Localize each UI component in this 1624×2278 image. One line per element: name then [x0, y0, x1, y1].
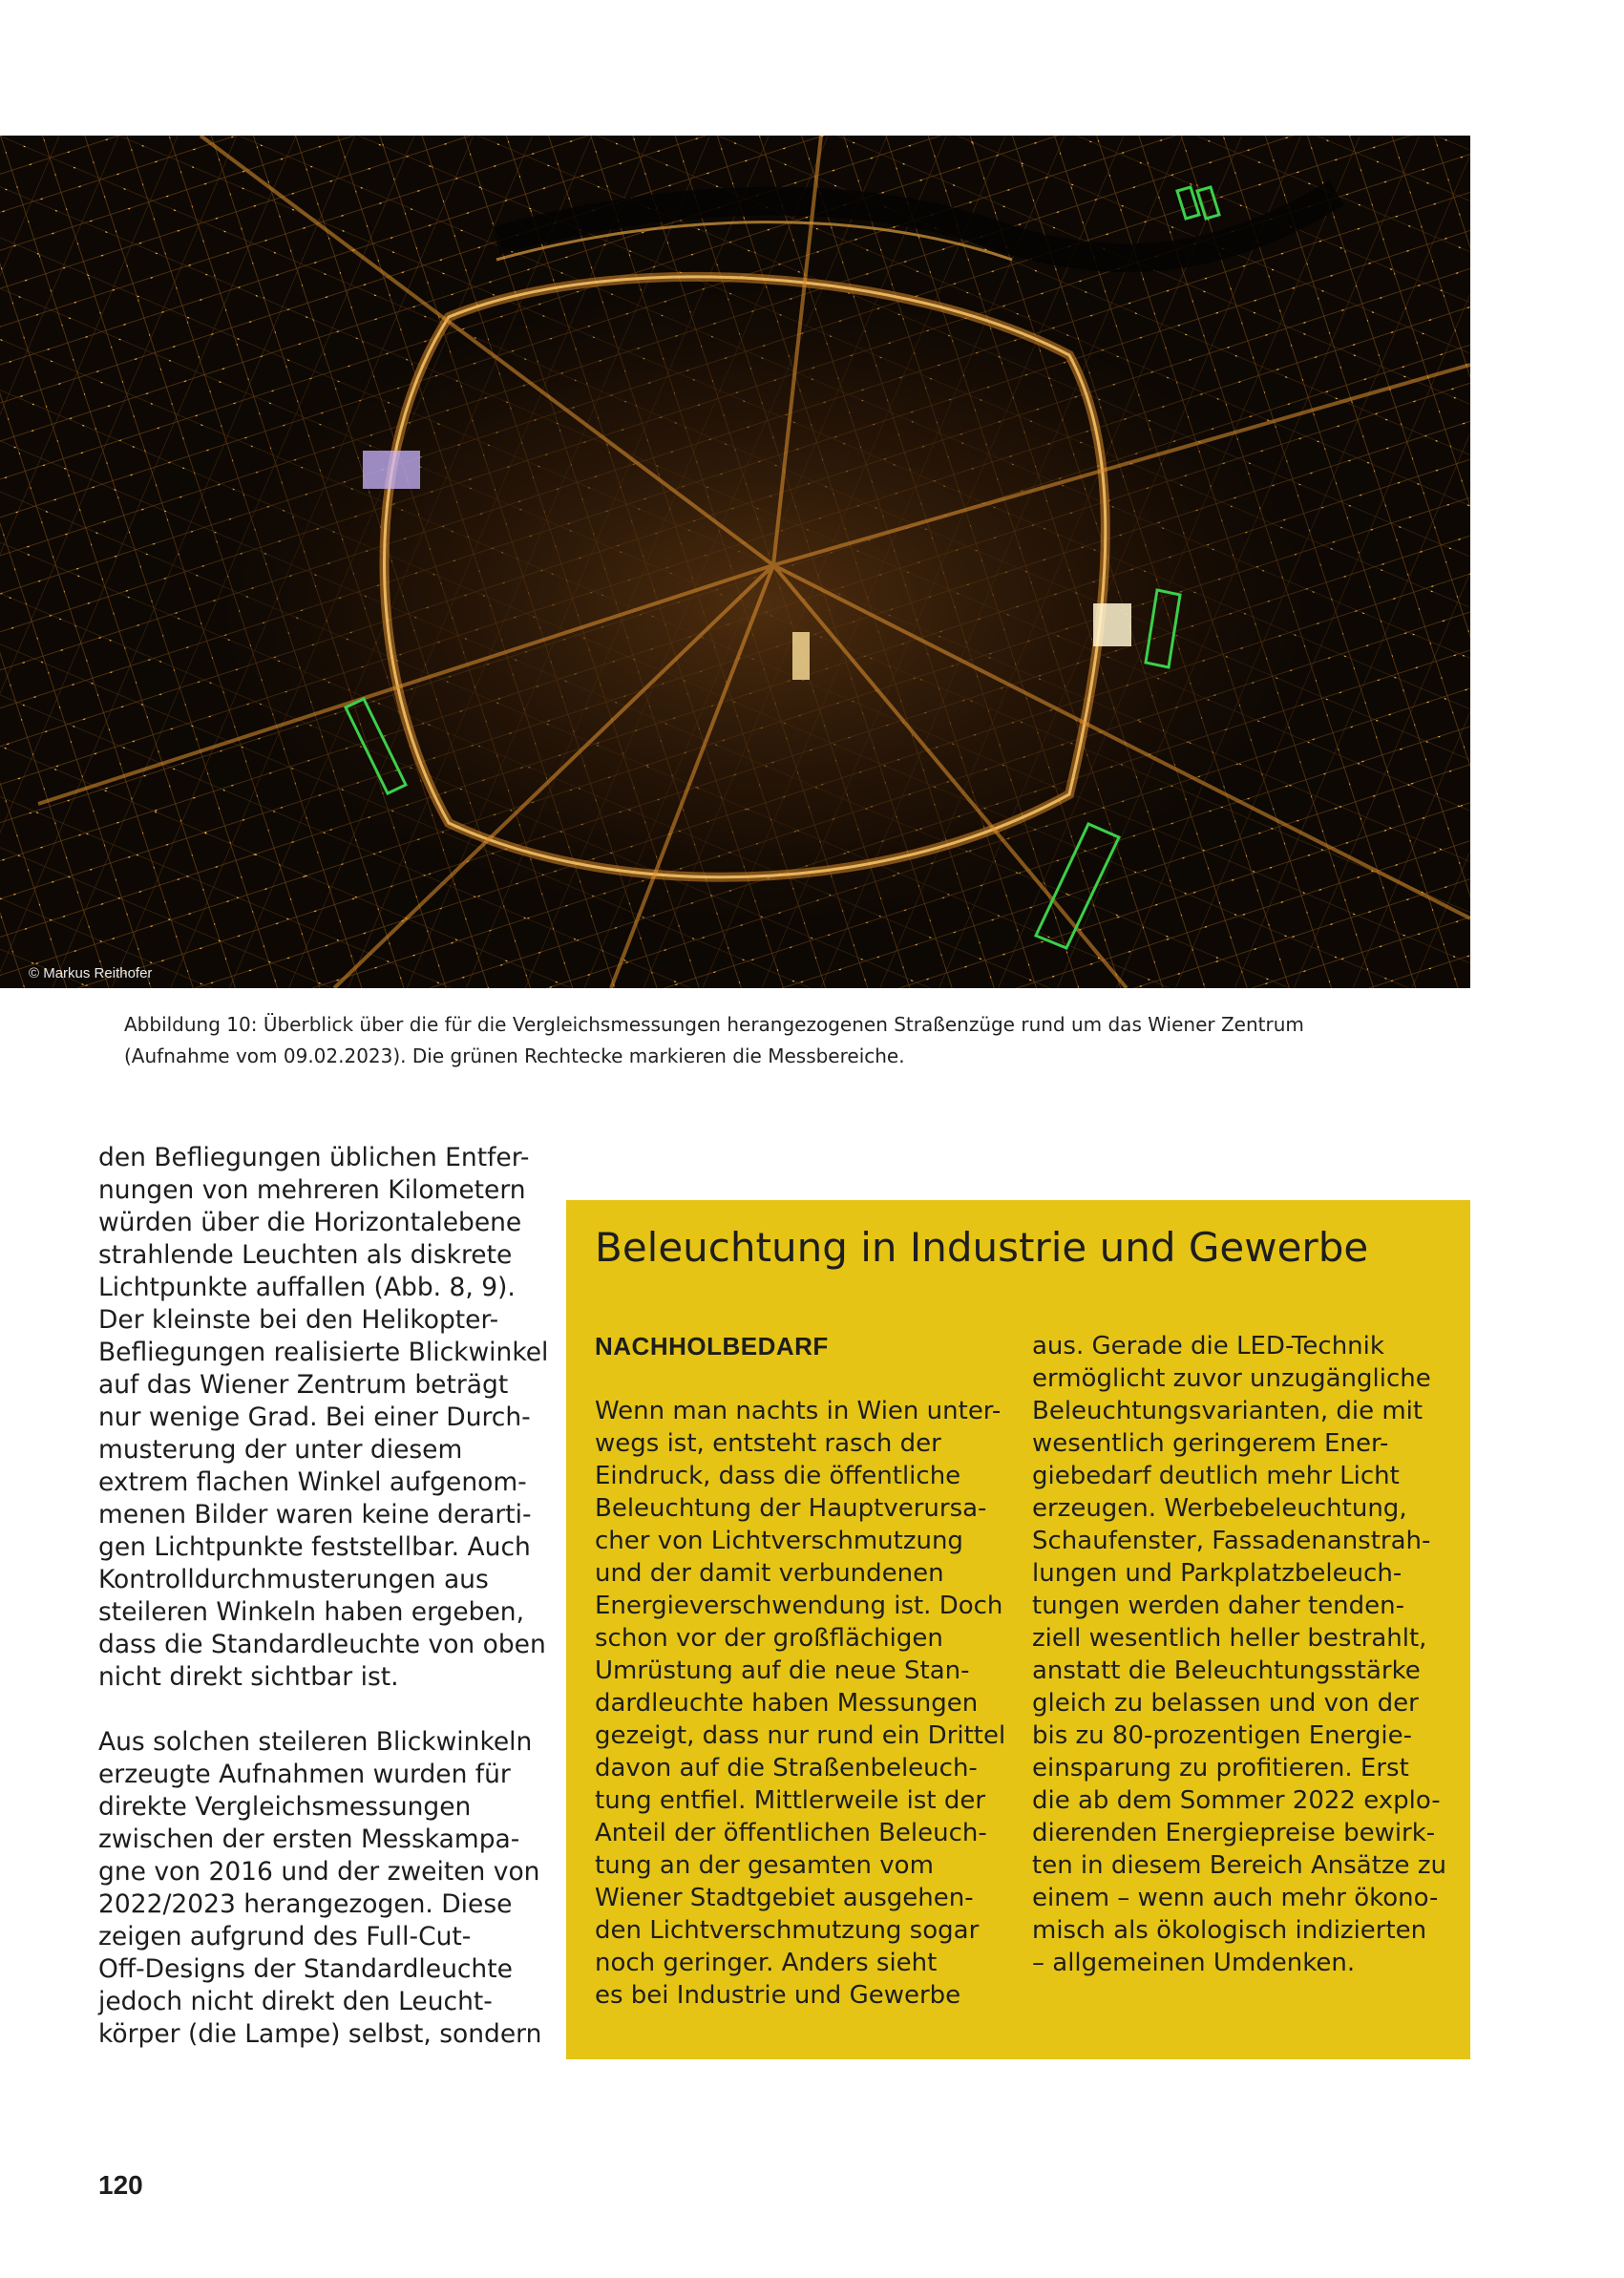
text-line: misch als ökologisch indizierten: [1032, 1916, 1427, 1945]
left-text-column: [98, 1142, 547, 2051]
text-line: anstatt die Beleuchtungsstärke: [1032, 1656, 1421, 1685]
text-line: auf das Wiener Zentrum beträgt: [98, 1370, 509, 1400]
text-line: die ab dem Sommer 2022 explo-: [1032, 1786, 1441, 1815]
text-line: ermöglicht zuvor unzugängliche: [1032, 1364, 1431, 1393]
text-line: bis zu 80-prozentigen Energie-: [1032, 1721, 1412, 1750]
text-line: Wenn man nachts in Wien unter-: [595, 1397, 1002, 1425]
text-line: Kontrolldurchmusterungen aus: [98, 1565, 489, 1594]
text-line: Wiener Stadtgebiet ausgehen-: [595, 1884, 974, 1912]
text-line: gleich zu belassen und von der: [1032, 1689, 1419, 1718]
aerial-night-photo: [0, 136, 1470, 988]
text-line: körper (die Lampe) selbst, sondern: [98, 2019, 542, 2049]
text-line: jedoch nicht direkt den Leucht-: [98, 1987, 493, 2016]
box-title: Beleuchtung in Industrie und Gewerbe: [595, 1224, 1369, 1271]
box-left-column: [595, 1330, 1020, 2012]
text-line: den Befliegungen üblichen Entfer-: [98, 1143, 530, 1172]
box-subheading: NACHHOLBEDARF: [595, 1332, 829, 1360]
sidebar-box: [566, 1200, 1470, 2059]
text-line: ten in diesem Bereich Ansätze zu: [1032, 1851, 1446, 1880]
text-line: direkte Vergleichsmessungen: [98, 1792, 472, 1822]
text-line: davon auf die Straßenbeleuch-: [595, 1754, 978, 1782]
text-line: Energieverschwendung ist. Doch: [595, 1592, 1003, 1620]
text-line: ziell wesentlich heller bestrahlt,: [1032, 1624, 1427, 1653]
text-line: steileren Winkeln haben ergeben,: [98, 1597, 525, 1627]
text-line: Aus solchen steileren Blickwinkeln: [98, 1727, 533, 1757]
figure-caption: [124, 1009, 1461, 1072]
text-line: erzeugen. Werbebeleuchtung,: [1032, 1494, 1407, 1523]
text-line: zwischen der ersten Messkampa-: [98, 1825, 520, 1854]
photo-credit: © Markus Reithofer: [29, 965, 153, 981]
text-line: nungen von mehreren Kilometern: [98, 1175, 526, 1205]
text-line: Lichtpunkte auffallen (Abb. 8, 9).: [98, 1273, 516, 1302]
page-number: 120: [98, 2170, 143, 2200]
text-line: schon vor der großflächigen: [595, 1624, 943, 1653]
text-line: dierenden Energiepreise bewirk-: [1032, 1819, 1436, 1847]
text-line: wegs ist, entsteht rasch der: [595, 1429, 941, 1458]
text-line: erzeugte Aufnahmen wurden für: [98, 1760, 511, 1789]
text-line: Befliegungen realisierte Blickwinkel: [98, 1338, 549, 1367]
text-line: lungen und Parkplatzbeleuch-: [1032, 1559, 1403, 1588]
text-line: gen Lichtpunkte feststellbar. Auch: [98, 1532, 531, 1562]
text-line: – allgemeinen Umdenken.: [1032, 1949, 1356, 1977]
text-line: Beleuchtung der Hauptverursa-: [595, 1494, 987, 1523]
text-line: giebedarf deutlich mehr Licht: [1032, 1462, 1400, 1490]
text-line: wesentlich geringerem Ener-: [1032, 1429, 1389, 1458]
text-line: nur wenige Grad. Bei einer Durch-: [98, 1403, 531, 1432]
text-line: dass die Standardleuchte von oben: [98, 1630, 546, 1659]
text-line: tung an der gesamten vom: [595, 1851, 934, 1880]
text-line: gezeigt, dass nur rund ein Drittel: [595, 1721, 1006, 1750]
caption-line: (Aufnahme vom 09.02.2023). Die grünen Rechtecke markieren die Messbereiche.: [124, 1044, 905, 1067]
box-right-column: [1032, 1330, 1452, 1979]
text-line: dardleuchte haben Messungen: [595, 1689, 979, 1718]
paragraph: [98, 1726, 547, 2051]
text-line: 2022/2023 herangezogen. Diese: [98, 1889, 513, 1919]
text-line: einsparung zu profitieren. Erst: [1032, 1754, 1409, 1782]
text-line: Anteil der öffentlichen Beleuch-: [595, 1819, 987, 1847]
text-line: tung entfiel. Mittlerweile ist der: [595, 1786, 986, 1815]
text-line: aus. Gerade die LED-Technik: [1032, 1332, 1384, 1360]
text-line: zeigen aufgrund des Full-Cut-: [98, 1922, 472, 1951]
text-line: Umrüstung auf die neue Stan-: [595, 1656, 970, 1685]
text-line: Der kleinste bei den Helikopter-: [98, 1305, 499, 1335]
text-line: gne von 2016 und der zweiten von: [98, 1857, 540, 1887]
box-paragraph: [595, 1395, 1020, 2012]
text-line: extrem flachen Winkel aufgenom-: [98, 1467, 527, 1497]
caption-line: Abbildung 10: Überblick über die für die Vergleichsmessungen herangezogenen Straßenzüge rund um das Wiener Zentrum: [124, 1013, 1304, 1036]
text-line: menen Bilder waren keine derarti-: [98, 1500, 532, 1529]
text-line: und der damit verbundenen: [595, 1559, 944, 1588]
paragraph-continued: [98, 1142, 547, 1694]
text-line: Off-Designs der Standardleuchte: [98, 1954, 513, 1984]
text-line: noch geringer. Anders sieht: [595, 1949, 938, 1977]
text-line: Eindruck, dass die öffentliche: [595, 1462, 961, 1490]
text-line: strahlende Leuchten als diskrete: [98, 1240, 513, 1270]
text-line: Beleuchtungsvarianten, die mit: [1032, 1397, 1424, 1425]
text-line: tungen werden daher tenden-: [1032, 1592, 1405, 1620]
text-line: würden über die Horizontalebene: [98, 1208, 522, 1237]
text-line: nicht direkt sichtbar ist.: [98, 1662, 399, 1692]
text-line: den Lichtverschmutzung sogar: [595, 1916, 980, 1945]
text-line: Schaufenster, Fassadenanstrah-: [1032, 1527, 1431, 1555]
text-line: cher von Lichtverschmutzung: [595, 1527, 963, 1555]
text-line: es bei Industrie und Gewerbe: [595, 1981, 961, 2010]
text-line: einem – wenn auch mehr ökono-: [1032, 1884, 1439, 1912]
text-line: musterung der unter diesem: [98, 1435, 463, 1465]
